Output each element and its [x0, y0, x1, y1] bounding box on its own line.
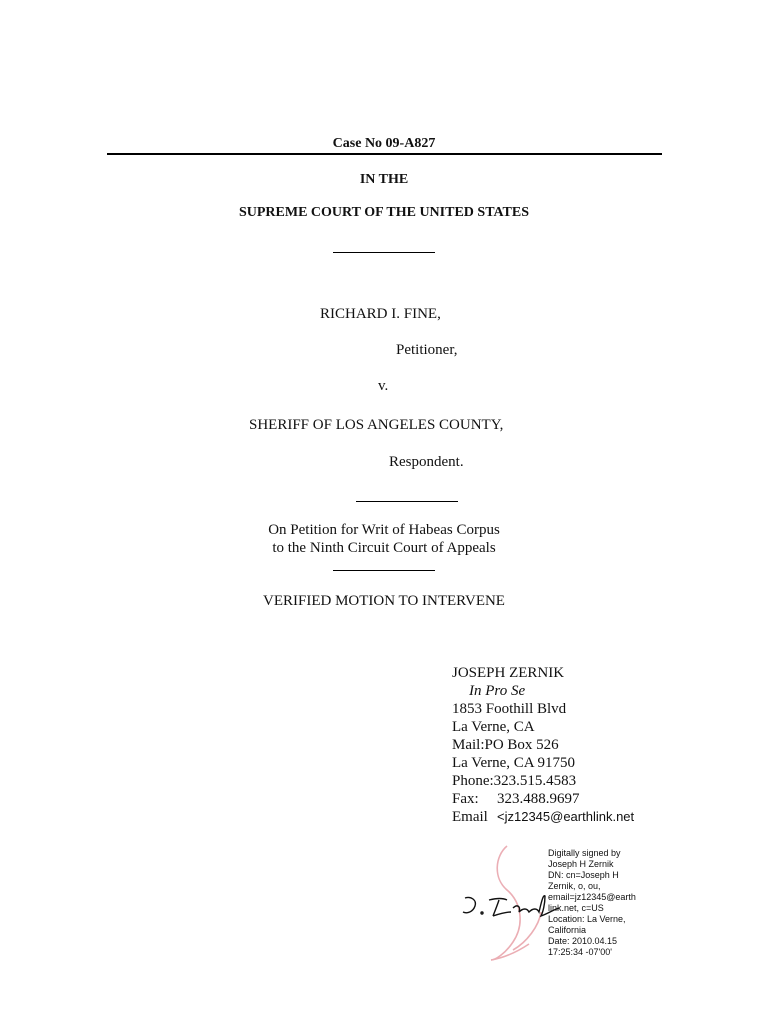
- petition-line-2: to the Ninth Circuit Court of Appeals: [272, 540, 496, 556]
- signature-line: Digitally signed by: [548, 848, 621, 858]
- court-name: SUPREME COURT OF THE UNITED STATES: [238, 205, 530, 220]
- respondent-name: SHERIFF OF LOS ANGELES COUNTY,: [249, 417, 504, 433]
- contact-mail-city: La Verne, CA 91750: [452, 755, 576, 771]
- contact-street: 1853 Foothill Blvd: [452, 701, 567, 717]
- petition-line-1: On Petition for Writ of Habeas Corpus: [268, 522, 500, 538]
- petitioner-name: RICHARD I. FINE,: [320, 306, 441, 322]
- separator-line-2: [356, 501, 458, 502]
- contact-phone: Phone:323.515.4583: [452, 773, 577, 789]
- petitioner-role: Petitioner,: [396, 342, 458, 358]
- signature-line: Zernik, o, ou,: [548, 881, 601, 891]
- in-the-heading: IN THE: [359, 172, 409, 187]
- contact-fax: 323.488.9697: [497, 791, 580, 807]
- signature-line: DN: cn=Joseph H: [548, 870, 619, 880]
- versus: v.: [378, 378, 389, 394]
- respondent-role: Respondent.: [389, 454, 464, 470]
- signature-line: email=jz12345@earth: [548, 892, 636, 902]
- motion-title: VERIFIED MOTION TO INTERVENE: [263, 593, 505, 609]
- contact-name: JOSEPH ZERNIK: [452, 665, 565, 681]
- signature-line: Date: 2010.04.15: [548, 936, 618, 946]
- contact-email: [497, 808, 634, 826]
- separator-line-3: [333, 570, 435, 571]
- case-number: Case No 09-A827: [332, 136, 436, 151]
- separator-line-1: [333, 252, 435, 253]
- signature-line: Joseph H Zernik: [548, 859, 614, 869]
- contact-email-text: <jz12345@earthlink.net: [497, 809, 635, 824]
- contact-city: La Verne, CA: [452, 719, 535, 735]
- header-rule: [107, 153, 662, 155]
- signature-details: [548, 848, 636, 958]
- contact-fax-label: Fax:: [452, 791, 479, 807]
- digital-signature: [455, 838, 655, 968]
- contact-mail: Mail:PO Box 526: [452, 737, 559, 753]
- signature-line: Location: La Verne,: [548, 914, 626, 924]
- signature-line: 17:25:34 -07'00': [548, 947, 612, 957]
- contact-role: In Pro Se: [469, 683, 526, 699]
- contact-email-label: Email: [452, 809, 488, 825]
- signature-line: link.net, c=US: [548, 903, 604, 913]
- signature-line: California: [548, 925, 587, 935]
